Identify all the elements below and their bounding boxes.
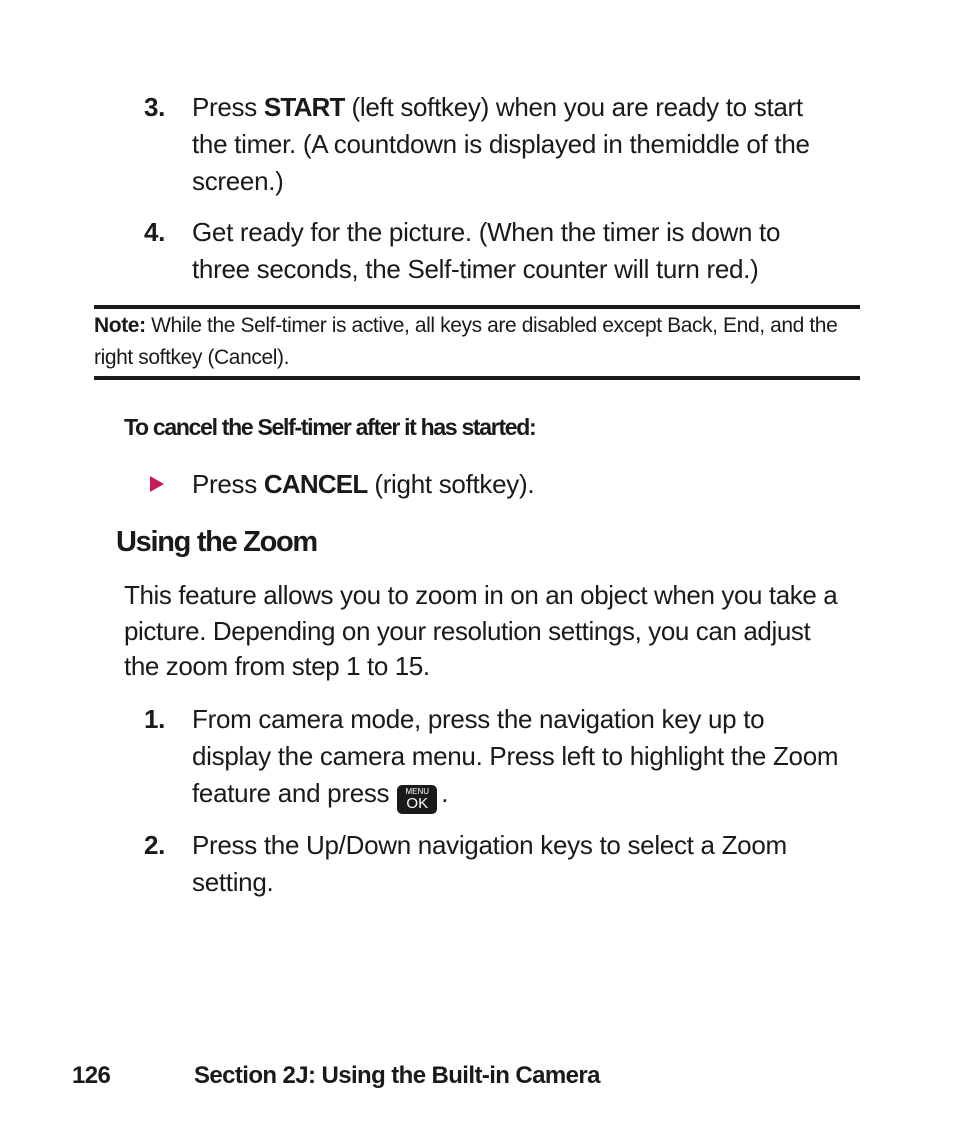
step-text: Get ready for the picture. (When the timer is down to three seconds, the Self-timer counter will turn red.) [192,217,781,284]
zoom-step-1 [144,701,844,814]
zoom-step-2 [144,827,844,901]
section-title: Using the Zoom [116,526,317,558]
note-text: While the Self-timer is active, all keys are disabled except Back, End, and the right softkey (Cancel). [94,314,838,369]
cancel-heading: To cancel the Self-timer after it has started: [124,414,536,440]
note-bottom-rule [94,376,860,380]
step-text: Press the Up/Down navigation keys to select a Zoom setting. [192,830,787,897]
step-text: Press START (left softkey) when you are ready to start the timer. (A countdown is displayed in themiddle of the screen.) [192,92,810,196]
step-text: From camera mode, press the navigation key up to display the camera menu. Press left to highlight the Zoom feature and press MENU OK . [192,704,839,812]
menu-ok-key-icon: MENU OK [397,785,437,814]
step-number: 3. [144,92,166,122]
step-number: 1. [144,704,166,734]
step-number: 2. [144,830,166,860]
cancel-key-label: CANCEL [263,469,368,499]
step-number: 4. [144,217,166,247]
note-label: Note: [94,314,146,337]
step-3 [144,89,844,200]
note-top-rule [94,305,860,309]
step-4 [144,214,844,288]
note-box [94,310,864,374]
zoom-intro: This feature allows you to zoom in on an object when you take a picture. Depending on your resolution settings, you can adjust the zoom from step 1 to 15. [124,580,838,681]
start-key-label: START [263,92,345,122]
bullet-arrow-icon [150,476,164,492]
page-number: 126 [72,1062,111,1089]
cancel-bullet: Press CANCEL (right softkey). [150,466,534,503]
section-footer: Section 2J: Using the Built-in Camera [194,1062,600,1089]
